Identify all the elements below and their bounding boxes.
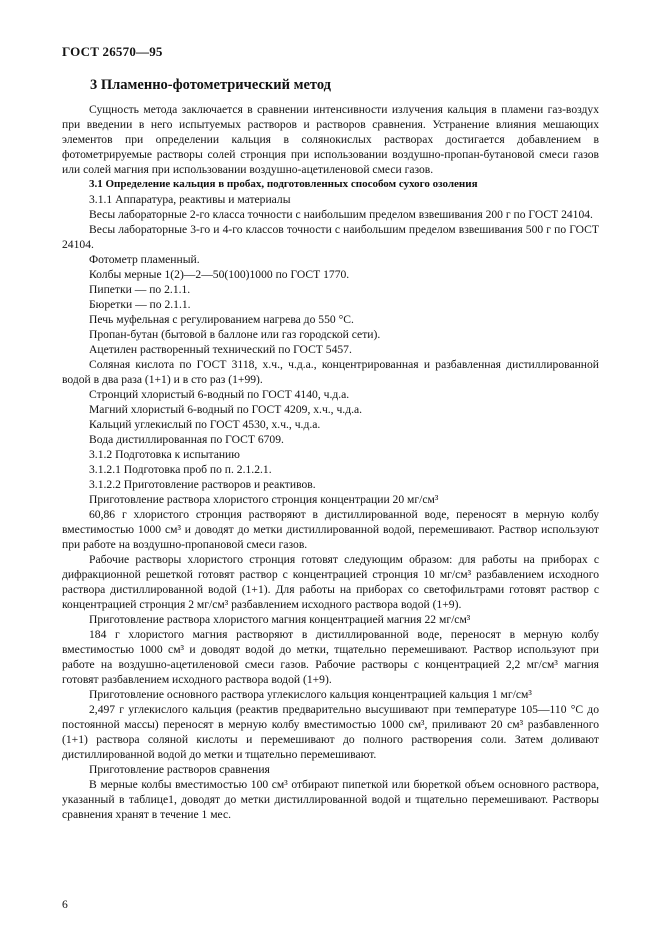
paragraph-equipment-item: Бюретки — по 2.1.1.	[89, 298, 191, 311]
procedure-paragraph: В мерные колбы вместимостью 100 см³ отбирают пипеткой или бюреткой объем основного раствора, указанный в таблице1, доводят до метки дистиллированной водой и тщательно перемешивают. Растворы сравнения хранят в течение 1 мес.	[62, 778, 599, 821]
paragraph-equipment-item: Стронций хлористый 6-водный по ГОСТ 4140, ч.д.а.	[89, 388, 350, 401]
paragraph-equipment-item: Пипетки — по 2.1.1.	[89, 283, 191, 296]
page-number: 6	[62, 898, 68, 911]
subsection-heading-3-1-2: 3.1.2 Подготовка к испытанию	[89, 448, 240, 461]
paragraph-equipment-item: Кальций углекислый по ГОСТ 4530, х.ч., ч.д.а.	[89, 418, 321, 431]
procedure-paragraph: Рабочие растворы хлористого стронция готовят следующим образом: для работы на приборах с дифракционной решеткой готовят раствор с концентрацией стронция 10 мг/см³ разбавлением исходного раствора дистиллированной водой (1+1). Для работы на приборах со светофильтрами готовят раствор с концентрацией стронция 2 мг/см³ разбавлением исходного раствора водой (1+9).	[62, 553, 599, 611]
procedure-heading: Приготовление раствора хлористого магния концентрацией магния 22 мг/см³	[89, 613, 471, 626]
paragraph-equipment-item: Соляная кислота по ГОСТ 3118, х.ч., ч.д.а., концентрированная и разбавленная дистиллированной водой в два раза (1+1) и в сто раз (1+99).	[62, 358, 599, 386]
document-header: ГОСТ 26570—95	[62, 44, 163, 59]
paragraph-equipment-item: Магний хлористый 6-водный по ГОСТ 4209, х.ч., ч.д.а.	[89, 403, 363, 416]
paragraph-equipment-item: Ацетилен растворенный технический по ГОСТ 5457.	[89, 343, 352, 356]
subsection-heading-3-1: 3.1 Определение кальция в пробах, подготовленных способом сухого озоления	[89, 178, 478, 190]
procedure-paragraph: 2,497 г углекислого кальция (реактив предварительно высушивают при температуре 105—110 °С до постоянной массы) переносят в мерную колбу вместимостью 1000 см³, приливают 20 см³ разбавленного (1+1) раствора соляной кислоты и перемешивают до полного растворения соли. Затем доливают дистиллированной водой до метки и тщательно перемешивают.	[62, 703, 599, 761]
procedure-heading: Приготовление основного раствора углекислого кальция концентрацией кальция 1 мг/см³	[89, 688, 532, 701]
procedure-heading: Приготовление растворов сравнения	[89, 763, 270, 776]
paragraph-equipment-item: Колбы мерные 1(2)—2—50(100)1000 по ГОСТ 1770.	[89, 268, 350, 281]
subsection-heading-3-1-1: 3.1.1 Аппаратура, реактивы и материалы	[89, 193, 291, 206]
procedure-paragraph: 184 г хлористого магния растворяют в дистиллированной воде, переносят в мерную колбу вместимостью 1000 см³ и доводят водой до метки, тщательно перемешивают. Раствор используют при работе на воздушно-ацетиленовой смеси газов. Рабочие растворы с концентрацией 2,2 мг/см³ магния готовят разбавлением исходного раствора водой (1+9).	[62, 628, 599, 686]
paragraph-equipment-item: Весы лабораторные 2-го класса точности с наибольшим пределом взвешивания 200 г по ГОСТ 24104.	[89, 208, 593, 221]
procedure-heading: Приготовление раствора хлористого стронция концентрации 20 мг/см³	[89, 493, 439, 506]
paragraph-equipment-item: Фотометр пламенный.	[89, 253, 200, 266]
paragraph-method-description: Сущность метода заключается в сравнении интенсивности излучения кальция в пламени газ-воздух при введении в него испытуемых растворов и растворов сравнения. Устранение влияния мешающих элементов при определении кальция в солянокислых растворах достигается добавлением в фотометрируемые растворы солей стронция при использовании воздушно-пропан-бутановой смеси газов или солей магния при использовании воздушно-ацетиленовой смеси газов.	[62, 103, 599, 176]
paragraph-equipment-item: Вода дистиллированная по ГОСТ 6709.	[89, 433, 284, 446]
subsection-heading-3-1-2-1: 3.1.2.1 Подготовка проб по п. 2.1.2.1.	[89, 463, 272, 476]
paragraph-equipment-item: Пропан-бутан (бытовой в баллоне или газ городской сети).	[89, 328, 381, 341]
procedure-paragraph: 60,86 г хлористого стронция растворяют в дистиллированной воде, переносят в мерную колбу вместимостью 1000 см³ и доводят до метки дистиллированной водой, перемешивают. Раствор используют при работе на воздушно-пропановой смеси газов.	[62, 508, 599, 551]
subsection-heading-3-1-2-2: 3.1.2.2 Приготовление растворов и реактивов.	[89, 478, 316, 491]
paragraph-equipment-item: Печь муфельная с регулированием нагрева до 550 °С.	[89, 313, 354, 326]
paragraph-equipment-item: Весы лабораторные 3-го и 4-го классов точности с наибольшим пределом взвешивания 500 г по ГОСТ 24104.	[62, 223, 599, 251]
document-body	[62, 102, 599, 822]
section-title: 3 Пламенно-фотометрический метод	[90, 77, 331, 93]
